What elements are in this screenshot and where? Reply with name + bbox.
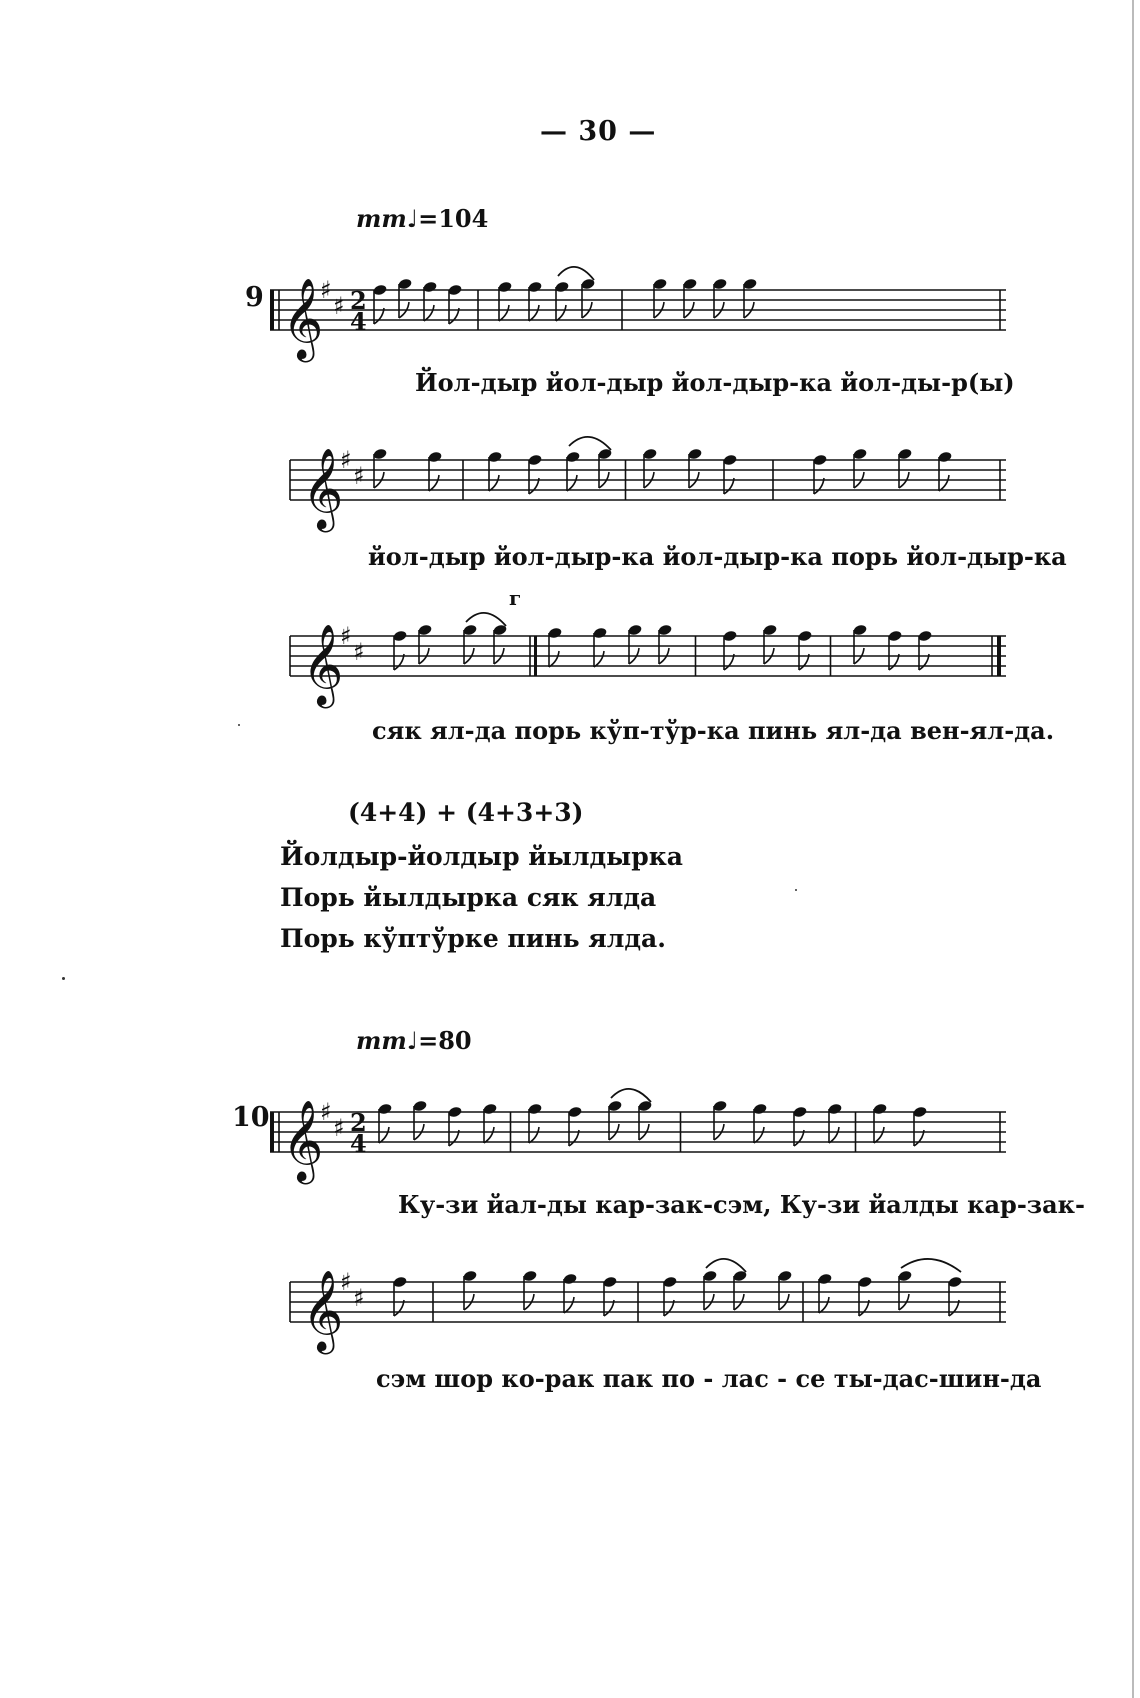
time-signature-bottom: 4 bbox=[350, 307, 367, 336]
note-flag bbox=[529, 1127, 539, 1143]
slur bbox=[569, 437, 611, 450]
time-signature-bottom: 4 bbox=[350, 1129, 367, 1158]
tempo-prefix: mm bbox=[356, 204, 407, 233]
slur bbox=[901, 1259, 961, 1272]
song-number-10: 10 bbox=[232, 1102, 270, 1133]
note-flag bbox=[819, 1297, 829, 1313]
note-flag bbox=[939, 475, 949, 491]
time-signature-top: 2 bbox=[350, 1108, 367, 1137]
note-flag bbox=[829, 1127, 839, 1143]
sharp-icon: ♯ bbox=[340, 446, 352, 474]
treble-clef-icon: 𝄞 bbox=[302, 1269, 344, 1351]
page-edge bbox=[1132, 0, 1134, 1698]
note-flag bbox=[499, 305, 509, 321]
note-flag bbox=[594, 651, 604, 667]
slur bbox=[611, 1089, 651, 1102]
treble-clef-icon: 𝄞 bbox=[282, 1099, 324, 1181]
lyrics-10-line-1: Ку-зи йал-ды кар-зак-сэм, Ку-зи йалды кар-зак- bbox=[398, 1190, 1085, 1219]
bar-line-final bbox=[997, 636, 1001, 676]
slur bbox=[466, 613, 506, 626]
ink-speck bbox=[62, 977, 65, 980]
sharp-icon: ♯ bbox=[353, 638, 365, 666]
staff-10-line-2 bbox=[290, 1242, 1010, 1352]
note-flag bbox=[874, 1127, 884, 1143]
tempo-value: =104 bbox=[418, 204, 489, 233]
staff-9-line-1 bbox=[270, 250, 1010, 360]
note-flag bbox=[429, 475, 439, 491]
sharp-icon: ♯ bbox=[333, 1114, 345, 1142]
page-number: — 30 — bbox=[540, 116, 657, 147]
syllable-formula: (4+4) + (4+3+3) bbox=[348, 798, 584, 827]
sharp-icon: ♯ bbox=[320, 1098, 332, 1126]
tempo-value: =80 bbox=[418, 1026, 472, 1055]
ink-speck bbox=[795, 889, 797, 891]
note-flag bbox=[484, 1127, 494, 1143]
note-flag bbox=[489, 475, 499, 491]
mark-g: г bbox=[509, 586, 522, 610]
bar-line-thick bbox=[534, 636, 537, 676]
lyrics-9-line-1: Йол-дыр йол-дыр йол-дыр-ка йол-ды-р(ы) bbox=[415, 368, 1015, 397]
lyrics-9-line-3: сяк ял-да порь кўп-тўр-ка пинь ял-да вен-ял-да. bbox=[372, 716, 1055, 745]
song-number-9: 9 bbox=[245, 282, 264, 313]
note-flag bbox=[556, 305, 566, 321]
ink-speck bbox=[238, 724, 240, 726]
note-flag bbox=[567, 475, 577, 491]
note-flag bbox=[379, 1127, 389, 1143]
staff-9-line-3 bbox=[290, 596, 1010, 706]
note-flag bbox=[424, 305, 434, 321]
verse-line-2: Порь йылдырка сяк ялда bbox=[280, 883, 657, 912]
treble-clef-icon: 𝄞 bbox=[282, 277, 324, 359]
quarter-note-icon: ♩ bbox=[406, 1026, 419, 1055]
tempo-marking-9 bbox=[356, 204, 488, 233]
staff-9-line-2 bbox=[290, 420, 1010, 530]
slur bbox=[558, 267, 594, 280]
sharp-icon: ♯ bbox=[353, 1284, 365, 1312]
note-flag bbox=[564, 1297, 574, 1313]
note-flag bbox=[754, 1127, 764, 1143]
slur bbox=[706, 1259, 746, 1272]
lyrics-9-line-2: йол-дыр йол-дыр-ка йол-дыр-ка порь йол-дыр-ка bbox=[368, 542, 1067, 571]
tempo-prefix: mm bbox=[356, 1026, 407, 1055]
staff-10-line-1 bbox=[270, 1072, 1010, 1182]
treble-clef-icon: 𝄞 bbox=[302, 623, 344, 705]
verse-line-3: Порь кўптўрке пинь ялда. bbox=[280, 924, 666, 953]
verse-line-1: Йолдыр-йолдыр йылдырка bbox=[280, 842, 683, 871]
quarter-note-icon: ♩ bbox=[406, 204, 419, 233]
sharp-icon: ♯ bbox=[340, 1268, 352, 1296]
sharp-icon: ♯ bbox=[333, 292, 345, 320]
sharp-icon: ♯ bbox=[340, 622, 352, 650]
tempo-marking-10 bbox=[356, 1026, 472, 1055]
note-flag bbox=[529, 305, 539, 321]
time-signature-top: 2 bbox=[350, 286, 367, 315]
lyrics-10-line-2: сэм шор ко-рак пак по - лас - се ты-дас-шин-да bbox=[376, 1364, 1042, 1393]
bar-line-thick bbox=[270, 1112, 274, 1152]
note-flag bbox=[549, 651, 559, 667]
sharp-icon: ♯ bbox=[353, 462, 365, 490]
treble-clef-icon: 𝄞 bbox=[302, 447, 344, 529]
bar-line-thick bbox=[270, 290, 274, 330]
sharp-icon: ♯ bbox=[320, 276, 332, 304]
